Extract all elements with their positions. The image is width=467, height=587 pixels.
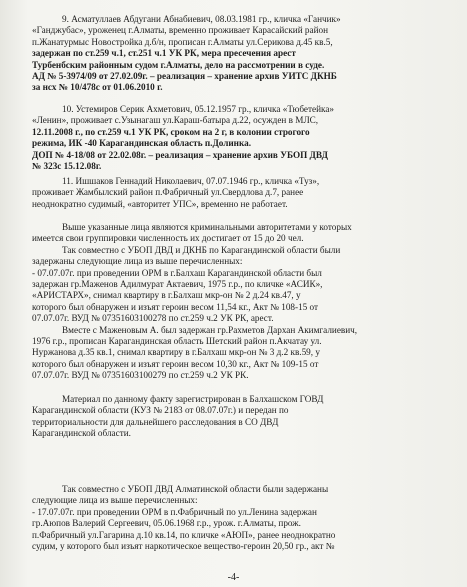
text-line: 1976 г.р., прописан Карагандинская область Шетский район п.Акчатау ул. [32, 336, 322, 347]
text-line: неоднократно судимый, «авторитет УПС», временно не работает. [32, 198, 288, 209]
text-line: Вместе с Маженовым А. был задержан гр.Рахметов Дархан Акимгалиевич, [62, 324, 358, 335]
page-number: -4- [227, 572, 240, 583]
paragraph-p10 [32, 104, 442, 172]
text-line: 10. Устемиров Серик Ахметович, 05.12.1957 гр., кличка «Тюбетейка» [62, 104, 334, 114]
text-line: 12.11.2008 г., по ст.259 ч.1 УК РК, сроком на 2 г, в колонии строгого [32, 126, 310, 137]
text-line: 07.07.07г. ВУД № 07351603100278 по ст.259 ч.2 УК РК, арест. [32, 313, 274, 324]
text-line: АД № 5-3974/09 от 27.02.09г. – реализация – хранение архив УИТС ДКНБ [32, 71, 337, 82]
text-line: ДОП № 4-18/08 от 22.02.08г. – реализация – хранение архив УБОП ДВД [32, 149, 328, 160]
text-line: гр.Аюпов Валерий Сергеевич, 05.06.1968 г.р., урож. г.Алматы, прож. [32, 518, 301, 529]
text-line: № 323с 15.12.08г. [32, 161, 102, 172]
text-line: «АРИСТАРХ», снимал квартиру в г.Балхаш мкр-он № 2 д.24 кв.47, у [32, 290, 301, 301]
text-line: имеется свои группировки численность их достигает от 15 до 20 чел. [32, 233, 304, 244]
text-line: следующие лица из выше перечисленных: [32, 495, 198, 506]
text-line: «Ленин», проживает с.Узынагаш ул.Караш-батыра д.22, осужден в МЛС, [32, 115, 319, 126]
text-line: 9. Асматуллаев Абдугани Абнабиевич, 08.03.1981 гр., кличка «Ганчик» [62, 14, 341, 24]
text-line: - 17.07.07г. при проведении ОРМ в п.Фабричный по ул.Ленина задержан [32, 506, 317, 517]
text-line: задержан гр.Маженов Адилмурат Актаевич, 1975 г.р., по кличке «АСИК», [32, 279, 323, 290]
paragraph-p11 [32, 176, 442, 210]
text-line: за нсх № 10/478с от 01.06.2010 г. [32, 82, 163, 93]
text-line: Турбенбским районным судом г.Алматы, дело на рассмотрении в суде. [32, 59, 325, 70]
paragraph-p14 [32, 484, 442, 552]
text-line: режима, ИК -40 Карагандинская область п.Долинка. [32, 138, 252, 149]
text-line: «Ганджубас», уроженец г.Алматы, временно проживает Карасайский район [32, 25, 329, 36]
text-line: проживает Жамбылский район п.Фабричный ул.Свердлова д.7, ранее [32, 187, 304, 198]
paragraph-p9 [32, 14, 442, 94]
text-line: Материал по данному факту зарегистрирован в Балхашском ГОВД [62, 394, 324, 404]
text-line: Карагандинской области (КУЗ № 2183 от 08.07.07г.) и передан по [32, 405, 289, 416]
text-line: 07.07.07г. ВУД № 07351603100279 по ст.259 ч.2 УК РК. [32, 370, 249, 381]
text-line: п.Жанатурмыс Новостройка д.б/н, прописан г.Алматы ул.Серикова д.45 кв.5, [32, 36, 333, 47]
text-line: Выше указанные лица являются криминальными авторитетами у которых [62, 222, 352, 232]
text-line: - 07.07.07г. при проведении ОРМ в г.Балхаш Карагандинской области был [32, 267, 322, 278]
text-line: Так совместно с УБОП ДВД Алматинской области были задержаны [62, 484, 329, 494]
text-line: задержаны следующие лица из выше перечисленных: [32, 256, 243, 267]
text-line: территориальности для дальнейшего расследования в СО ДВД [32, 416, 279, 427]
paragraph-p12 [32, 222, 442, 382]
text-line: Так совместно с УБОП ДВД и ДКНБ по Карагандинской области были [62, 244, 341, 255]
text-line: Карагандинской области. [32, 428, 131, 439]
text-line: 11. Ишшаков Геннадий Николаевич, 07.07.1946 гр., кличка «Туз», [62, 176, 320, 186]
text-line: которого был обнаружен и изъят героин весом 10,30 кг., Акт № 109-15 от [32, 358, 319, 369]
text-line: Нуржанова д.35 кв.1, снимал квартиру в г.Балхаш мкр-он № 3 д.2 кв.59, у [32, 347, 320, 358]
text-line: п.Фабричный ул.Гагарина д.10 кв.14, по кличке «АЮП», ранее неоднократно [32, 529, 336, 540]
paragraph-p13 [32, 394, 442, 440]
text-line: которого был обнаружен и изъят героин весом 11,54 кг., Акт № 108-15 от [32, 301, 319, 312]
text-line: задержан по ст.259 ч.1, ст.251 ч.1 УК РК, мера пресечения арест [32, 48, 296, 59]
text-line: судим, у которого был изъят наркотическое вещество-героин 20,50 гр., акт № [32, 541, 335, 552]
